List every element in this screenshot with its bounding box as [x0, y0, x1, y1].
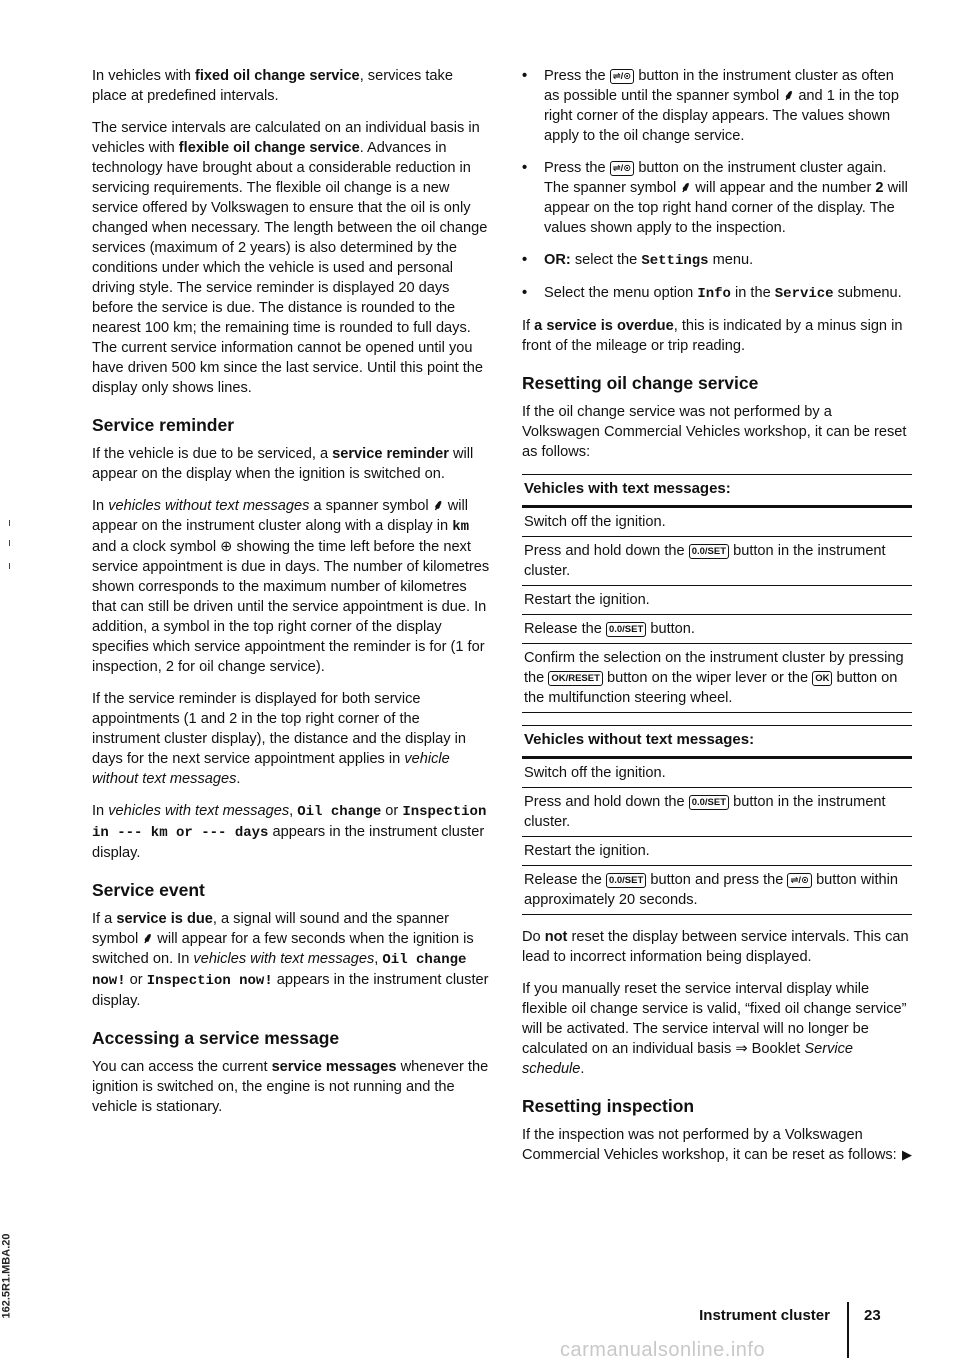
ok-button-icon: OK	[812, 671, 832, 686]
margin-mark	[9, 563, 10, 569]
heading-service-event: Service event	[92, 880, 205, 900]
spanner-icon: ⸙	[432, 498, 444, 514]
paragraph-do-not-reset: Do not reset the display between service intervals. This can lead to incorrect information being displayed.	[522, 929, 909, 965]
table-row: Release the 0.0/SET button.	[522, 615, 912, 644]
list-item: • OR: select the Settings menu.	[522, 252, 754, 269]
page-number: 23	[864, 1307, 881, 1324]
clock-icon: ⊕	[220, 539, 233, 555]
paragraph-no-text-messages: In vehicles without text messages a spanner symbol ⸙ will appear on the instrument cluster along with a display in km and a clock symbol ⊕ showing the time left before the next service appointment is due in days. The number of kilometres shown corresponds to the maximum number of kilometres that can still be driven until the service appointment is due. In addition, a symbol in the top right corner of the display specifies which service appointment the reminder is for (1 for inspection, 2 for oil change service).	[92, 498, 490, 675]
trip-reset-button-icon: ⇌/⊙	[610, 69, 635, 84]
trip-reset-button-icon: ⇌/⊙	[610, 161, 635, 176]
table-row: Restart the ignition.	[522, 586, 912, 615]
section-title: Instrument cluster	[699, 1307, 830, 1324]
table-row: Press and hold down the 0.0/SET button in the instrument cluster.	[522, 788, 912, 837]
table-row: Press and hold down the 0.0/SET button in the instrument cluster.	[522, 537, 912, 586]
paragraph-fixed-service: In vehicles with fixed oil change service, services take place at predefined intervals.	[92, 68, 453, 104]
paragraph-service-event: If a service is due, a signal will sound and the spanner symbol ⸙ will appear for a few seconds when the ignition is switched on. In vehicles with text messages, Oil change now! or Inspection now! appears in the instrument cluster display.	[92, 911, 489, 1009]
spanner-icon: ⸙	[783, 88, 795, 104]
set-button-icon: 0.0/SET	[689, 544, 729, 559]
table-row: Release the 0.0/SET button and press the ⇌/⊙ button within approximately 20 seconds.	[522, 866, 912, 915]
paragraph-reminder: If the vehicle is due to be serviced, a service reminder will appear on the display when the ignition is switched on.	[92, 446, 474, 482]
paragraph-accessing-message: You can access the current service messages whenever the ignition is switched on, the engine is not running and the vehicle is stationary.	[92, 1059, 489, 1115]
table-row: Switch off the ignition.	[522, 758, 912, 788]
ok-reset-button-icon: OK/RESET	[548, 671, 603, 686]
paragraph-flexible-service: The service intervals are calculated on an individual basis in vehicles with flexible oil change service. Advances in technology have brought about a considerable reduction in servicing requirements. The flexible oil change is a new service offered by Volkswagen to ensure that the oil is only changed when necessary. The length between the oil change services (maximum of 2 years) is also determined by the conditions under which the vehicle is used and personal driving style. The service reminder is displayed 20 days before the service is due. The distance is rounded to the nearest 100 km; the remaining time is rounded to full days. The current service information cannot be opened until you have driven 500 km since the last service. Until this point the display only shows lines.	[92, 120, 488, 396]
table-header: Vehicles with text messages:	[522, 475, 912, 507]
margin-mark	[9, 520, 10, 526]
paragraph-text-messages: In vehicles with text messages, Oil change or Inspection in --- km or --- days appears in the instrument cluster display.	[92, 803, 487, 861]
set-button-icon: 0.0/SET	[606, 873, 646, 888]
paragraph-overdue: If a service is overdue, this is indicated by a minus sign in front of the mileage or trip reading.	[522, 318, 903, 354]
paragraph-resetting-oil: If the oil change service was not performed by a Volkswagen Commercial Vehicles workshop, it can be reset as follows:	[522, 404, 907, 460]
continue-arrow-icon: ▶	[902, 1147, 912, 1162]
paragraph-manual-reset: If you manually reset the service interval display while flexible oil change service is valid, “fixed oil change service” will be activated. The service interval will no longer be calculated on an individual basis ⇒ Booklet Service schedule.	[522, 981, 907, 1077]
left-column	[92, 66, 490, 1129]
list-item: • Press the ⇌/⊙ button in the instrument cluster as often as possible until the spanner symbol ⸙ and 1 in the top right corner of the display appears. The values shown apply to the oil change service.	[522, 68, 899, 144]
heading-resetting-oil: Resetting oil change service	[522, 373, 759, 393]
list-item: • Select the menu option Info in the Service submenu.	[522, 285, 902, 302]
set-button-icon: 0.0/SET	[689, 795, 729, 810]
trip-reset-button-icon: ⇌/⊙	[787, 873, 812, 888]
paragraph-both-appointments: If the service reminder is displayed for both service appointments (1 and 2 in the top right corner of the instrument cluster display), the distance and the display in days for the next service appointment applies in vehicle without text messages.	[92, 691, 466, 787]
footer-divider	[847, 1302, 849, 1358]
watermark: carmanualsonline.info	[560, 1339, 766, 1361]
document-code: 162.5R1.MBA.20	[0, 1233, 13, 1319]
heading-service-reminder: Service reminder	[92, 415, 235, 435]
heading-accessing-message: Accessing a service message	[92, 1028, 340, 1048]
table-row: Confirm the selection on the instrument cluster by pressing the OK/RESET button on the wiper lever or the OK button on the multifunction steering wheel.	[522, 644, 912, 713]
paragraph-resetting-inspection: If the inspection was not performed by a Volkswagen Commercial Vehicles workshop, it can be reset as follows: ▶	[522, 1127, 912, 1163]
heading-resetting-inspection: Resetting inspection	[522, 1096, 695, 1116]
margin-mark	[9, 540, 10, 546]
steps-table-with-text	[522, 474, 912, 713]
set-button-icon: 0.0/SET	[606, 622, 646, 637]
table-row: Restart the ignition.	[522, 837, 912, 866]
spanner-icon: ⸙	[142, 931, 154, 947]
steps-table-without-text	[522, 725, 912, 915]
spanner-icon: ⸙	[680, 180, 692, 196]
list-item: • Press the ⇌/⊙ button on the instrument cluster again. The spanner symbol ⸙ will appear and the number 2 will appear on the top right hand corner of the display. The values shown apply to the inspection.	[522, 160, 908, 236]
table-header: Vehicles without text messages:	[522, 726, 912, 758]
right-column	[522, 66, 912, 1177]
table-row: Switch off the ignition.	[522, 507, 912, 537]
